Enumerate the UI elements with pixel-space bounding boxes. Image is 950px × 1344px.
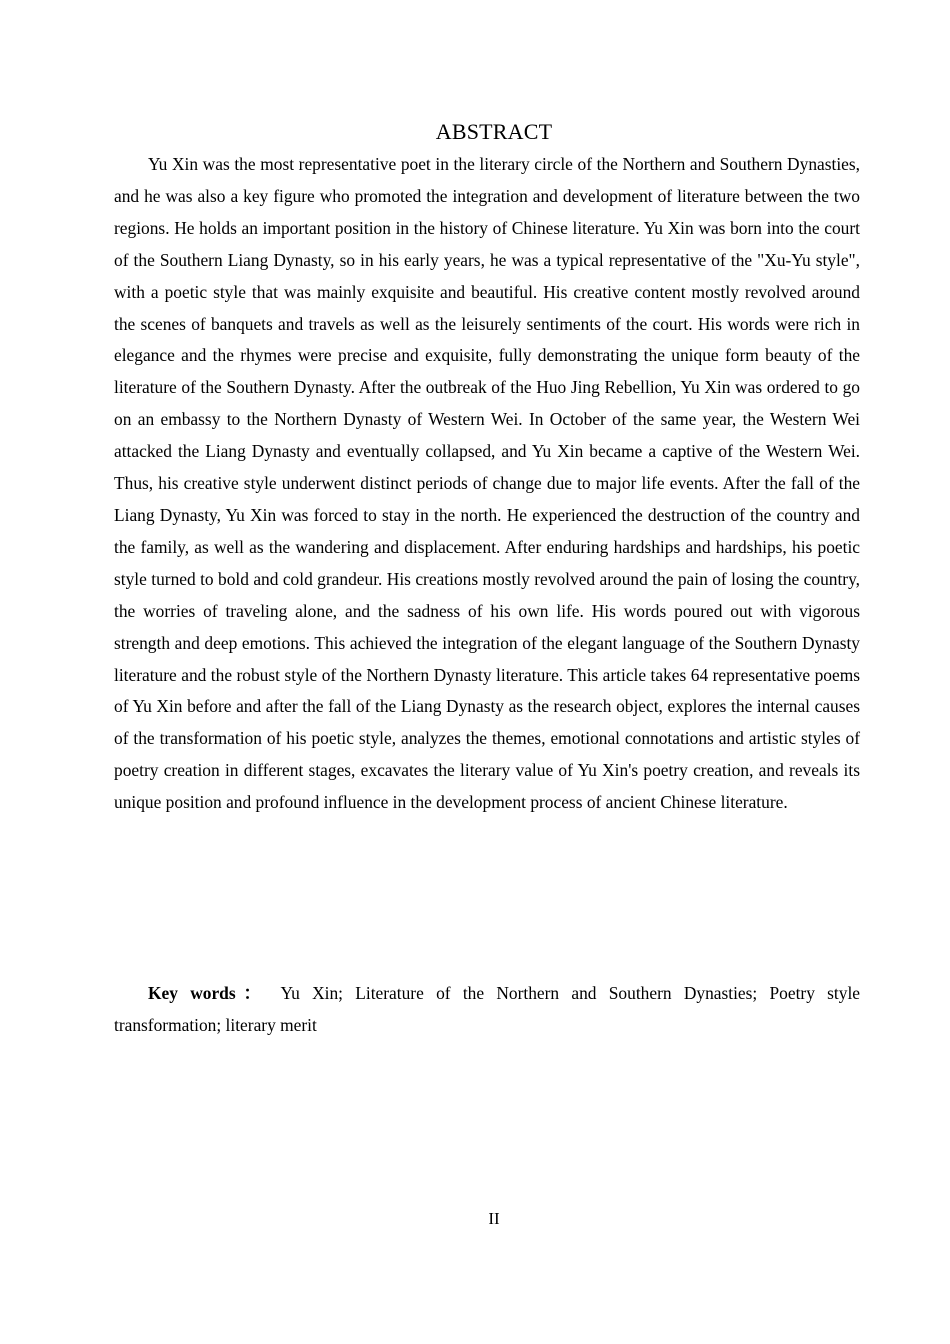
- abstract-title: ABSTRACT: [435, 119, 553, 144]
- keywords-paragraph: [114, 978, 860, 1042]
- page-number: II: [488, 1209, 500, 1228]
- keywords-label: Key words：: [148, 983, 269, 1003]
- keywords-text: Yu Xin; Literature of the Northern and Southern Dynasties; Poetry style transformation; literary merit: [114, 983, 861, 1035]
- abstract-body: Yu Xin was the most representative poet in the literary circle of the Northern and Southern Dynasties, and he was also a key figure who promoted the integration and development of literature between the two regions. He holds an important position in the history of Chinese literature. Yu Xin was born into the court of the Southern Liang Dynasty, so in his early years, he was a typical representative of the "Xu-Yu style", with a poetic style that was mainly exquisite and beautiful. His creative content mostly revolved around the scenes of banquets and travels as well as the leisurely sentiments of the court. His words were rich in elegance and the rhymes were precise and exquisite, fully demonstrating the unique form beauty of the literature of the Southern Dynasty. After the outbreak of the Huo Jing Rebellion, Yu Xin was ordered to go on an embassy to the Northern Dynasty of Western Wei. In October of the same year, the Western Wei attacked the Liang Dynasty and eventually collapsed, and Yu Xin became a captive of the Western Wei. Thus, his creative style underwent distinct periods of change due to major life events. After the fall of the Liang Dynasty, Yu Xin was forced to stay in the north. He experienced the destruction of the country and the family, as well as the wandering and displacement. After enduring hardships and hardships, his poetic style turned to bold and cold grandeur. His creations mostly revolved around the pain of losing the country, the worries of traveling alone, and the sadness of his own life. His words poured out with vigorous strength and deep emotions. This achieved the integration of the elegant language of the Southern Dynasty literature and the robust style of the Northern Dynasty literature. This article takes 64 representative poems of Yu Xin before and after the fall of the Liang Dynasty as the research object, explores the internal causes of the transformation of his poetic style, analyzes the themes, emotional connotations and artistic styles of poetry creation in different stages, excavates the literary value of Yu Xin's poetry creation, and reveals its unique position and profound influence in the development process of ancient Chinese literature.: [114, 154, 860, 813]
